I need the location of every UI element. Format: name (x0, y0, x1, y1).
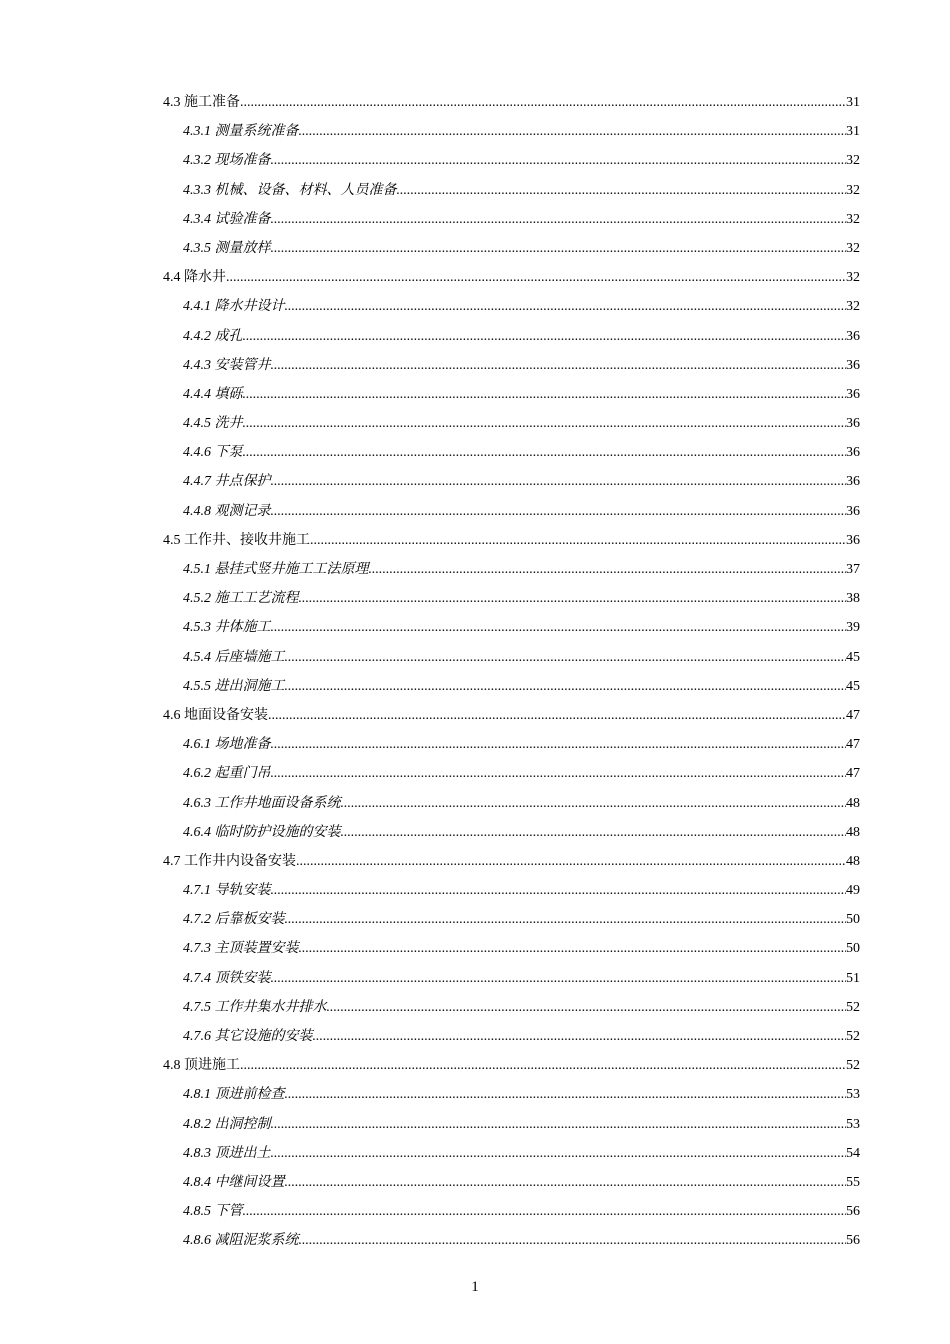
dot-leader (285, 643, 847, 672)
toc-entry-title: 4.4.7 井点保护 (183, 474, 271, 490)
toc-entry-title: 4.4.2 成孔 (183, 328, 243, 344)
table-of-contents (163, 88, 860, 1256)
toc-entry-title: 4.5.2 施工工艺流程 (183, 591, 299, 607)
toc-entry-title: 4.3.1 测量系统准备 (183, 124, 299, 140)
dot-leader (369, 555, 847, 584)
toc-entry-title: 4.8.6 减阻泥浆系统 (183, 1233, 299, 1249)
toc-subentry[interactable] (163, 351, 860, 380)
toc-entry-title: 4.6.2 起重门吊 (183, 766, 271, 782)
toc-subentry[interactable] (163, 1080, 860, 1109)
dot-leader (271, 497, 847, 526)
toc-entry-title: 4.4.8 观测记录 (183, 503, 271, 519)
toc-entry-title: 4.5.5 进出洞施工 (183, 678, 285, 694)
toc-entry-title: 4.4 降水井 (163, 270, 226, 286)
dot-leader (271, 351, 847, 380)
toc-subentry[interactable] (163, 292, 860, 321)
toc-entry-page: 47 (846, 766, 860, 782)
toc-entry-title: 4.6.4 临时防护设施的安装 (183, 824, 341, 840)
toc-entry-page: 36 (846, 357, 860, 373)
toc-entry-title: 4.8.5 下管 (183, 1204, 243, 1220)
toc-entry-page: 36 (846, 474, 860, 490)
toc-entry-title: 4.4.6 下泵 (183, 445, 243, 461)
toc-subentry[interactable] (163, 934, 860, 963)
dot-leader (271, 234, 847, 263)
toc-subentry[interactable] (163, 409, 860, 438)
toc-entry-title: 4.8.2 出洞控制 (183, 1116, 271, 1132)
dot-leader (313, 1022, 847, 1051)
toc-entry-page: 47 (846, 737, 860, 753)
toc-entry-title: 4.8.4 中继间设置 (183, 1174, 285, 1190)
toc-entry-title: 4.4.3 安装管井 (183, 357, 271, 373)
toc-entry-title: 4.3.4 试验准备 (183, 211, 271, 227)
dot-leader (299, 1226, 847, 1255)
toc-entry-page: 54 (846, 1145, 860, 1161)
toc-subentry[interactable] (163, 964, 860, 993)
toc-entry-page: 32 (846, 211, 860, 227)
dot-leader (299, 934, 847, 963)
toc-subentry[interactable] (163, 146, 860, 175)
toc-entry-page: 52 (846, 1029, 860, 1044)
toc-entry-title: 4.7.3 主顶装置安装 (183, 941, 299, 957)
toc-subentry[interactable] (163, 1139, 860, 1168)
toc-subentry[interactable] (163, 759, 860, 788)
toc-entry-title: 4.8 顶进施工 (163, 1058, 240, 1074)
dot-leader (271, 964, 847, 993)
toc-entry-title: 4.7.6 其它设施的安装 (183, 1029, 313, 1044)
toc-entry-page: 32 (846, 299, 860, 315)
toc-subentry[interactable] (163, 905, 860, 934)
toc-entry-title: 4.7.5 工作井集水井排水 (183, 999, 327, 1015)
dot-leader (243, 322, 847, 351)
dot-leader (341, 789, 847, 818)
toc-entry-title: 4.5.1 悬挂式竖井施工工法原理 (183, 562, 369, 577)
toc-subentry[interactable] (163, 876, 860, 905)
dot-leader (243, 409, 847, 438)
toc-entry-page: 48 (846, 853, 860, 869)
toc-entry-page: 51 (846, 970, 860, 986)
toc-entry-page: 36 (846, 503, 860, 519)
toc-subentry[interactable] (163, 993, 860, 1022)
toc-subentry[interactable] (163, 1226, 860, 1255)
toc-entry-title: 4.8.1 顶进前检查 (183, 1087, 285, 1103)
dot-leader (299, 584, 847, 613)
toc-entry-title: 4.6 地面设备安装 (163, 707, 268, 723)
toc-subentry[interactable] (163, 438, 860, 467)
toc-subentry[interactable] (163, 1110, 860, 1139)
dot-leader (341, 818, 847, 847)
toc-entry-title: 4.4.4 填砾 (183, 386, 243, 402)
dot-leader (310, 526, 846, 555)
toc-entry-page: 55 (846, 1174, 860, 1190)
toc-entry-page: 52 (846, 1058, 860, 1074)
toc-entry-title: 4.7.2 后靠板安装 (183, 912, 285, 928)
toc-subentry[interactable] (163, 1168, 860, 1197)
page-number: 1 (471, 1279, 479, 1295)
toc-subentry[interactable] (163, 789, 860, 818)
toc-entry-title: 4.6.1 场地准备 (183, 737, 271, 753)
dot-leader (268, 701, 846, 730)
dot-leader (327, 993, 847, 1022)
toc-subentry[interactable] (163, 672, 860, 701)
toc-entry-page: 47 (846, 707, 860, 723)
toc-entry-page: 45 (846, 649, 860, 665)
toc-subentry[interactable] (163, 1022, 860, 1051)
dot-leader (285, 292, 847, 321)
dot-leader (240, 1051, 846, 1080)
toc-entry-title: 4.5.3 井体施工 (183, 620, 271, 636)
toc-subentry[interactable] (163, 613, 860, 642)
toc-entry-page: 37 (846, 562, 860, 577)
toc-entry-title: 4.3 施工准备 (163, 95, 240, 110)
toc-entry-page: 39 (846, 620, 860, 636)
toc-entry[interactable] (163, 701, 860, 730)
dot-leader (226, 263, 846, 292)
toc-subentry[interactable] (163, 176, 860, 205)
dot-leader (285, 672, 847, 701)
toc-subentry[interactable] (163, 205, 860, 234)
dot-leader (271, 467, 847, 496)
toc-entry[interactable] (163, 1051, 860, 1080)
dot-leader (271, 613, 847, 642)
toc-entry-title: 4.4.5 洗井 (183, 416, 243, 432)
toc-entry-title: 4.7 工作井内设备安装 (163, 853, 296, 869)
dot-leader (271, 1110, 847, 1139)
dot-leader (243, 380, 847, 409)
toc-entry-title: 4.4.1 降水井设计 (183, 299, 285, 315)
toc-entry[interactable] (163, 526, 860, 555)
dot-leader (271, 205, 847, 234)
toc-entry-page: 56 (846, 1204, 860, 1220)
toc-subentry[interactable] (163, 234, 860, 263)
toc-entry-page: 32 (846, 153, 860, 169)
toc-entry-title: 4.8.3 顶进出土 (183, 1145, 271, 1161)
toc-subentry[interactable] (163, 730, 860, 759)
dot-leader (271, 759, 847, 788)
dot-leader (285, 1168, 847, 1197)
toc-entry-page: 36 (846, 328, 860, 344)
toc-subentry[interactable] (163, 555, 860, 584)
toc-entry-page: 32 (846, 182, 860, 198)
toc-entry-page: 36 (846, 416, 860, 432)
toc-entry-title: 4.7.1 导轨安装 (183, 883, 271, 899)
toc-entry-page: 48 (846, 795, 860, 811)
dot-leader (299, 117, 847, 146)
toc-entry-page: 31 (846, 95, 860, 110)
toc-subentry[interactable] (163, 467, 860, 496)
toc-entry-page: 36 (846, 445, 860, 461)
toc-entry-title: 4.5.4 后座墙施工 (183, 649, 285, 665)
toc-entry-page: 52 (846, 999, 860, 1015)
dot-leader (296, 847, 846, 876)
toc-subentry[interactable] (163, 497, 860, 526)
toc-subentry[interactable] (163, 380, 860, 409)
toc-entry-title: 4.3.5 测量放样 (183, 240, 271, 256)
toc-subentry[interactable] (163, 117, 860, 146)
toc-entry-title: 4.7.4 顶铁安装 (183, 970, 271, 986)
toc-subentry[interactable] (163, 322, 860, 351)
toc-entry-page: 53 (846, 1087, 860, 1103)
toc-entry-page: 36 (846, 386, 860, 402)
dot-leader (243, 438, 847, 467)
toc-entry-page: 48 (846, 824, 860, 840)
toc-subentry[interactable] (163, 643, 860, 672)
toc-entry-page: 56 (846, 1233, 860, 1249)
dot-leader (397, 176, 847, 205)
dot-leader (271, 876, 847, 905)
toc-entry-title: 4.3.3 机械、设备、材料、人员准备 (183, 182, 397, 198)
dot-leader (271, 730, 847, 759)
toc-entry-page: 31 (846, 124, 860, 140)
toc-subentry[interactable] (163, 584, 860, 613)
toc-entry[interactable] (163, 847, 860, 876)
dot-leader (240, 88, 846, 117)
toc-entry-page: 49 (846, 883, 860, 899)
toc-entry-page: 45 (846, 678, 860, 694)
toc-entry-title: 4.5 工作井、接收井施工 (163, 532, 310, 548)
toc-entry-page: 32 (846, 240, 860, 256)
toc-entry-page: 53 (846, 1116, 860, 1132)
toc-entry-page: 50 (846, 941, 860, 957)
dot-leader (285, 1080, 847, 1109)
toc-entry-page: 50 (846, 912, 860, 928)
toc-entry[interactable] (163, 88, 860, 117)
dot-leader (271, 146, 847, 175)
toc-entry-page: 36 (846, 532, 860, 548)
toc-subentry[interactable] (163, 1197, 860, 1226)
dot-leader (243, 1197, 847, 1226)
toc-subentry[interactable] (163, 818, 860, 847)
toc-entry[interactable] (163, 263, 860, 292)
toc-entry-title: 4.3.2 现场准备 (183, 153, 271, 169)
toc-entry-page: 32 (846, 270, 860, 286)
dot-leader (271, 1139, 847, 1168)
toc-entry-page: 38 (846, 591, 860, 607)
dot-leader (285, 905, 847, 934)
toc-entry-title: 4.6.3 工作井地面设备系统 (183, 795, 341, 811)
